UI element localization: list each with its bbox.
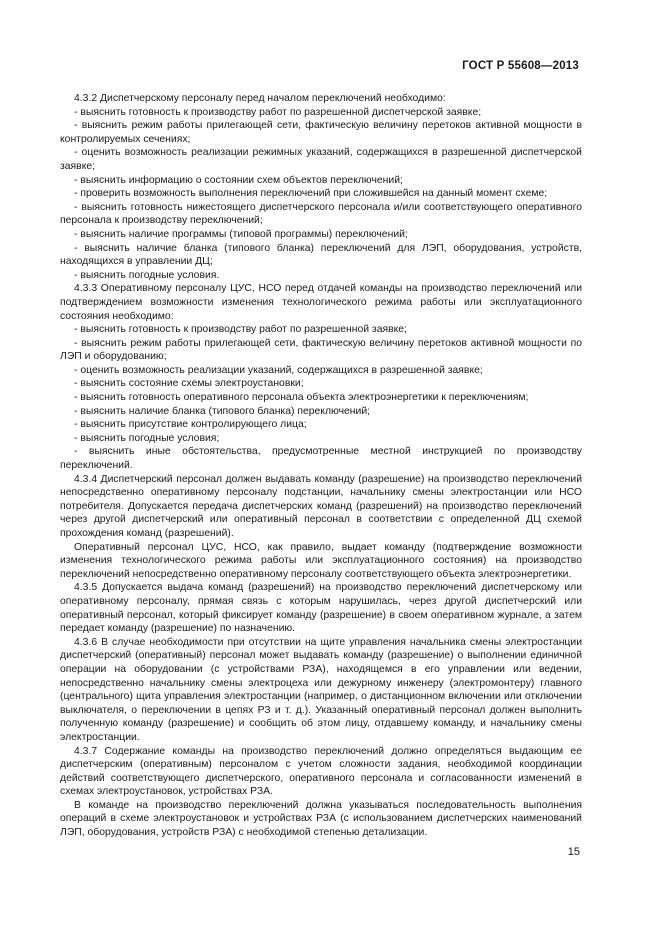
list-item: - выяснить наличие бланка (типового бланка) переключений; <box>74 405 371 417</box>
paragraph: 4.3.2 Диспетчерскому персоналу перед началом переключений необходимо: <box>74 93 446 104</box>
list-item: - выяснить наличие программы (типовой программы) переключений; <box>74 228 408 240</box>
list-item: - выяснить состояние схемы электроустановки; <box>74 378 304 390</box>
list-item: - выяснить режим работы прилегающей сети, фактическую величину перетоков активной мощности в контролируемых сечениях; <box>60 120 582 145</box>
document-body <box>60 92 582 840</box>
paragraph: 4.3.5 Допускается выдача команд (разрешений) на производство переключений диспетчерскому или оперативному персоналу, прямая связь с которым нарушилась, через другой диспетчерский или оперативный персонал, который фиксирует команду (разрешение) в своем оперативном журнале, а затем передает команду (разрешение) по назначению. <box>60 582 582 635</box>
list-item: - выяснить погодные условия; <box>74 432 220 444</box>
paragraph: Оперативный персонал ЦУС, НСО, как правило, выдает команду (подтверждение возможности изменения технологического режима работы или эксплуатационного состояния) на производство переключений непосредственно оперативному персоналу соответствующего объекта электроэнергетики. <box>60 541 582 580</box>
paragraph: 4.3.3 Оперативному персоналу ЦУС, НСО перед отдачей команды на производство переключений или подтверждением возможности изменения технологического режима работы или эксплуатационного состояния необходимо: <box>60 283 582 322</box>
paragraph: 4.3.6 В случае необходимости при отсутствии на щите управления начальника смены электростанции диспетчерский (оперативный) персонал может выдавать команду (разрешение) о выполнении единичной операции на оборудовании (с устройствами РЗА), находящемся в его управлении или ведении, непосредственно начальнику смены электроцеха или дежурному инженеру (электромонтеру) главного (центрального) щита управления электростанции (например, о дистанционном включении или отключении выключателя, о переключении в цепях РЗ и т. д.). Указанный оперативный персонал должен выполнить полученную команду (разрешение) и сообщить об этом лицу, отдавшему команду, и начальнику смены электростанции. <box>60 636 582 743</box>
list-item: - выяснить иные обстоятельства, предусмотренные местной инструкцией по производству переключений. <box>60 446 582 472</box>
list-item: - выяснить режим работы прилегающей сети, фактическую величину перетоков активной мощности по ЛЭП и оборудованию; <box>60 337 582 363</box>
page-number: 15 <box>567 846 580 858</box>
list-item: - проверить возможность выполнения переключений при сложившейся на данный момент схеме; <box>74 188 548 200</box>
list-item: - выяснить готовность к производству работ по разрешенной диспетчерской заявке; <box>74 106 482 118</box>
paragraph: 4.3.4 Диспетчерский персонал должен выдавать команду (разрешение) на производство переключений непосредственно оперативному персоналу подстанции, начальнику смены электростанции или НСО потребителя. Допускается передача диспетчерских команд (разрешений) на производство переключений через другой диспетчерский или оперативный персонал в соответствии с определенной ДЦ схемой прохождения команд (разрешений). <box>60 473 582 539</box>
list-item: - выяснить готовность к производству работ по разрешенной заявке; <box>74 324 407 336</box>
paragraph: В команде на производство переключений должна указываться последовательность выполнения операций в схеме электроустановок и устройствах РЗА (с использованием диспетчерских наименований ЛЭП, оборудования, устройств РЗА) с необходимой степенью детализации. <box>60 799 582 839</box>
list-item: - выяснить наличие бланка (типового бланка) переключений для ЛЭП, оборудования, устройств, находящихся в управлении ДЦ; <box>60 242 582 268</box>
list-item: - выяснить погодные условия. <box>74 269 220 281</box>
list-item: - выяснить готовность нижестоящего диспетчерского персонала и/или соответствующего оперативного персонала к производству переключений; <box>60 201 582 227</box>
list-item: - выяснить готовность оперативного персонала объекта электроэнергетики к переключениям; <box>74 392 529 404</box>
paragraph: 4.3.7 Содержание команды на производство переключений должно определяться выдающим ее диспетчерским (оперативным) персоналом с учетом сложности задания, необходимой координации действий соответствующего диспетчерского, оперативного персонала и согласованности изменений в схемах электроустановок, устройствах РЗА. <box>60 745 582 798</box>
list-item: - выяснить присутствие контролирующего лица; <box>74 419 307 431</box>
list-item: - выяснить информацию о состоянии схем объектов переключений; <box>74 174 403 186</box>
list-item: - оценить возможность реализации указаний, содержащихся в разрешенной заявке; <box>74 364 483 376</box>
document-designation: ГОСТ Р 55608—2013 <box>462 60 579 72</box>
list-item: - оценить возможность реализации режимных указаний, содержащихся в разрешенной диспетчерской заявке; <box>60 147 582 172</box>
